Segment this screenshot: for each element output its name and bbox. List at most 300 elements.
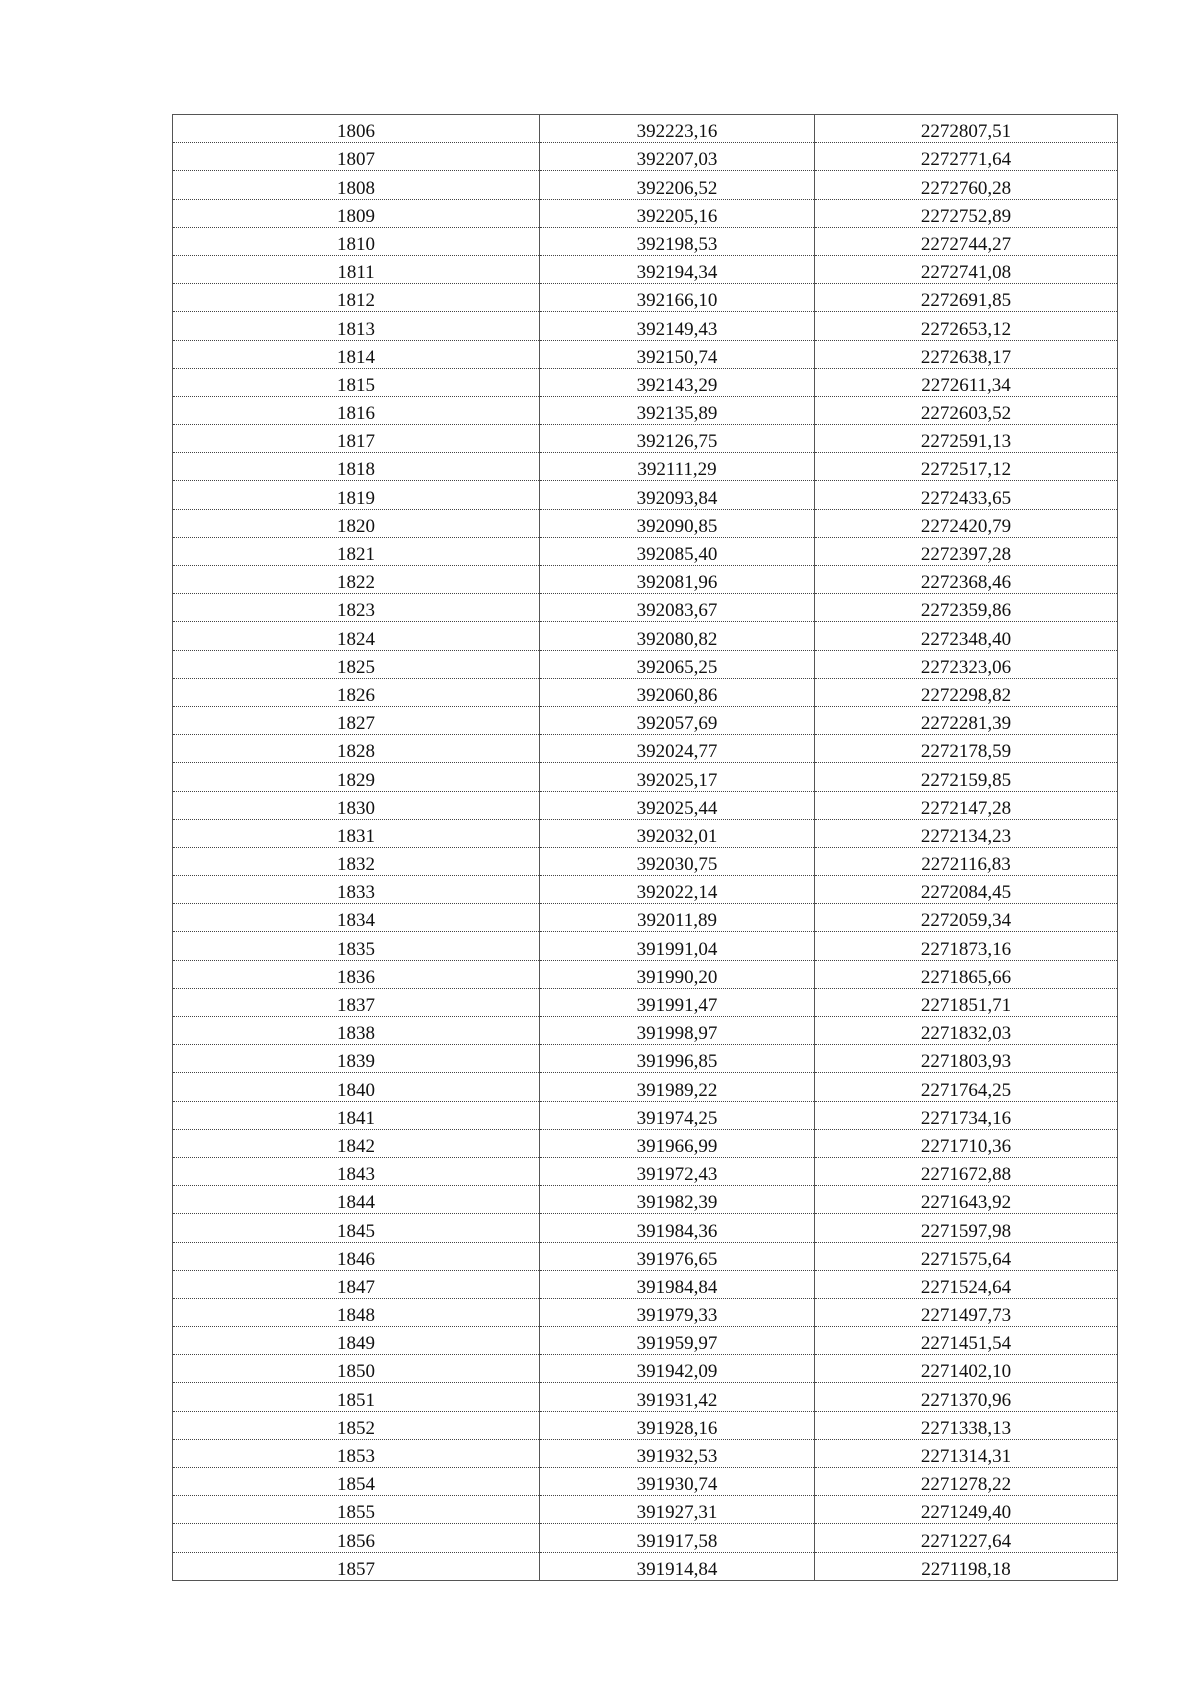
table-row bbox=[173, 1214, 1118, 1242]
x-coordinate-cell bbox=[540, 791, 815, 819]
cell-text: 2272134,23 bbox=[920, 825, 1012, 847]
cell-text: 1808 bbox=[337, 177, 375, 199]
point-number-cell bbox=[173, 904, 540, 932]
point-number-cell bbox=[173, 481, 540, 509]
table-row bbox=[173, 1186, 1118, 1214]
cell-text: 1806 bbox=[337, 121, 375, 143]
cell-text: 2272771,64 bbox=[920, 149, 1012, 171]
cell-text: 2271672,88 bbox=[920, 1164, 1012, 1186]
cell-text: 1831 bbox=[337, 825, 375, 847]
cell-text: 391959,97 bbox=[636, 1333, 718, 1355]
point-number-cell bbox=[173, 1101, 540, 1129]
y-coordinate-cell bbox=[815, 847, 1118, 875]
x-coordinate-cell bbox=[540, 1073, 815, 1101]
table-row bbox=[173, 1355, 1118, 1383]
table-row bbox=[173, 1129, 1118, 1157]
y-coordinate-cell bbox=[815, 763, 1118, 791]
y-coordinate-cell bbox=[815, 904, 1118, 932]
cell-text: 391972,43 bbox=[636, 1164, 718, 1186]
point-number-cell bbox=[173, 396, 540, 424]
point-number-cell bbox=[173, 171, 540, 199]
cell-text: 1840 bbox=[337, 1079, 375, 1101]
cell-text: 391914,84 bbox=[636, 1558, 718, 1580]
cell-text: 392025,44 bbox=[636, 797, 718, 819]
table-row bbox=[173, 904, 1118, 932]
y-coordinate-cell bbox=[815, 425, 1118, 453]
x-coordinate-cell bbox=[540, 566, 815, 594]
y-coordinate-cell bbox=[815, 481, 1118, 509]
cell-text: 1856 bbox=[337, 1530, 375, 1552]
y-coordinate-cell bbox=[815, 1101, 1118, 1129]
cell-text: 1842 bbox=[337, 1135, 375, 1157]
y-coordinate-cell bbox=[815, 566, 1118, 594]
point-number-cell bbox=[173, 1270, 540, 1298]
x-coordinate-cell bbox=[540, 706, 815, 734]
cell-text: 2272178,59 bbox=[920, 741, 1012, 763]
cell-text: 1825 bbox=[337, 656, 375, 678]
point-number-cell bbox=[173, 847, 540, 875]
point-number-cell bbox=[173, 368, 540, 396]
cell-text: 1821 bbox=[337, 544, 375, 565]
cell-text: 391998,97 bbox=[636, 1023, 718, 1045]
cell-text: 391996,85 bbox=[636, 1051, 718, 1073]
y-coordinate-cell bbox=[815, 171, 1118, 199]
cell-text: 2271597,98 bbox=[920, 1220, 1012, 1242]
cell-text: 392011,89 bbox=[636, 910, 718, 932]
x-coordinate-cell bbox=[540, 227, 815, 255]
cell-text: 392081,96 bbox=[636, 572, 718, 594]
x-coordinate-cell bbox=[540, 988, 815, 1016]
cell-text: 1854 bbox=[337, 1474, 375, 1496]
y-coordinate-cell bbox=[815, 819, 1118, 847]
coordinates-table-body bbox=[173, 115, 1118, 1581]
table-row bbox=[173, 594, 1118, 622]
point-number-cell bbox=[173, 1242, 540, 1270]
cell-text: 1811 bbox=[337, 262, 375, 284]
cell-text: 1857 bbox=[337, 1558, 375, 1580]
point-number-cell bbox=[173, 1298, 540, 1326]
x-coordinate-cell bbox=[540, 622, 815, 650]
point-number-cell bbox=[173, 622, 540, 650]
cell-text: 2272147,28 bbox=[920, 797, 1012, 819]
cell-text: 392143,29 bbox=[636, 374, 718, 396]
y-coordinate-cell bbox=[815, 622, 1118, 650]
cell-text: 392057,69 bbox=[636, 713, 718, 735]
cell-text: 2271278,22 bbox=[920, 1474, 1012, 1496]
x-coordinate-cell bbox=[540, 1017, 815, 1045]
table-row bbox=[173, 1496, 1118, 1524]
cell-text: 2272084,45 bbox=[920, 882, 1012, 904]
table-row bbox=[173, 932, 1118, 960]
cell-text: 2271338,13 bbox=[920, 1417, 1012, 1439]
y-coordinate-cell bbox=[815, 340, 1118, 368]
cell-text: 392032,01 bbox=[636, 825, 718, 847]
table-row bbox=[173, 115, 1118, 143]
cell-text: 2272323,06 bbox=[920, 656, 1012, 678]
table-row bbox=[173, 199, 1118, 227]
point-number-cell bbox=[173, 566, 540, 594]
cell-text: 391942,09 bbox=[636, 1361, 718, 1383]
cell-text: 2272611,34 bbox=[921, 374, 1011, 396]
point-number-cell bbox=[173, 1355, 540, 1383]
cell-text: 1820 bbox=[337, 515, 375, 537]
x-coordinate-cell bbox=[540, 143, 815, 171]
point-number-cell bbox=[173, 1327, 540, 1355]
cell-text: 2271524,64 bbox=[920, 1276, 1012, 1298]
cell-text: 2272348,40 bbox=[920, 628, 1012, 650]
cell-text: 2271710,36 bbox=[920, 1135, 1012, 1157]
cell-text: 2272603,52 bbox=[920, 403, 1012, 425]
x-coordinate-cell bbox=[540, 199, 815, 227]
x-coordinate-cell bbox=[540, 1383, 815, 1411]
cell-text: 2272760,28 bbox=[920, 177, 1012, 199]
x-coordinate-cell bbox=[540, 735, 815, 763]
x-coordinate-cell bbox=[540, 312, 815, 340]
x-coordinate-cell bbox=[540, 678, 815, 706]
cell-text: 391966,99 bbox=[636, 1135, 718, 1157]
cell-text: 1833 bbox=[337, 882, 375, 904]
table-row bbox=[173, 678, 1118, 706]
cell-text: 391990,20 bbox=[636, 966, 718, 988]
cell-text: 1839 bbox=[337, 1051, 375, 1073]
x-coordinate-cell bbox=[540, 1045, 815, 1073]
cell-text: 2272281,39 bbox=[920, 713, 1012, 735]
x-coordinate-cell bbox=[540, 1355, 815, 1383]
point-number-cell bbox=[173, 1157, 540, 1185]
y-coordinate-cell bbox=[815, 396, 1118, 424]
y-coordinate-cell bbox=[815, 1186, 1118, 1214]
cell-text: 2271734,16 bbox=[920, 1107, 1012, 1129]
cell-text: 391976,65 bbox=[636, 1248, 718, 1270]
table-row bbox=[173, 622, 1118, 650]
point-number-cell bbox=[173, 650, 540, 678]
cell-text: 392205,16 bbox=[636, 205, 718, 227]
table-row bbox=[173, 453, 1118, 481]
cell-text: 392126,75 bbox=[636, 431, 718, 453]
cell-text: 1827 bbox=[337, 713, 375, 735]
point-number-cell bbox=[173, 706, 540, 734]
x-coordinate-cell bbox=[540, 1411, 815, 1439]
cell-text: 2271851,71 bbox=[920, 995, 1012, 1016]
y-coordinate-cell bbox=[815, 1327, 1118, 1355]
x-coordinate-cell bbox=[540, 763, 815, 791]
point-number-cell bbox=[173, 115, 540, 143]
cell-text: 2271865,66 bbox=[920, 966, 1012, 988]
y-coordinate-cell bbox=[815, 368, 1118, 396]
table-row bbox=[173, 735, 1118, 763]
y-coordinate-cell bbox=[815, 1129, 1118, 1157]
cell-text: 2272638,17 bbox=[920, 346, 1012, 368]
point-number-cell bbox=[173, 735, 540, 763]
cell-text: 391931,42 bbox=[636, 1389, 718, 1411]
point-number-cell bbox=[173, 312, 540, 340]
x-coordinate-cell bbox=[540, 1552, 815, 1580]
table-row bbox=[173, 1073, 1118, 1101]
table-row bbox=[173, 227, 1118, 255]
cell-text: 392135,89 bbox=[636, 403, 718, 425]
cell-text: 1851 bbox=[337, 1389, 375, 1411]
cell-text: 1812 bbox=[337, 290, 375, 312]
cell-text: 1853 bbox=[337, 1446, 375, 1467]
x-coordinate-cell bbox=[540, 171, 815, 199]
x-coordinate-cell bbox=[540, 1101, 815, 1129]
point-number-cell bbox=[173, 340, 540, 368]
cell-text: 2271370,96 bbox=[920, 1389, 1012, 1411]
x-coordinate-cell bbox=[540, 1524, 815, 1552]
cell-text: 1813 bbox=[337, 318, 375, 340]
y-coordinate-cell bbox=[815, 312, 1118, 340]
cell-text: 1850 bbox=[337, 1361, 375, 1383]
y-coordinate-cell bbox=[815, 876, 1118, 904]
table-row bbox=[173, 368, 1118, 396]
table-row bbox=[173, 1045, 1118, 1073]
table-row bbox=[173, 791, 1118, 819]
y-coordinate-cell bbox=[815, 453, 1118, 481]
table-row bbox=[173, 284, 1118, 312]
cell-text: 1836 bbox=[337, 966, 375, 988]
cell-text: 1828 bbox=[337, 741, 375, 763]
table-row bbox=[173, 312, 1118, 340]
y-coordinate-cell bbox=[815, 1157, 1118, 1185]
cell-text: 2271198,18 bbox=[921, 1558, 1011, 1580]
cell-text: 2271497,73 bbox=[920, 1305, 1012, 1327]
table-row bbox=[173, 1411, 1118, 1439]
point-number-cell bbox=[173, 678, 540, 706]
cell-text: 1826 bbox=[337, 684, 375, 706]
x-coordinate-cell bbox=[540, 932, 815, 960]
cell-text: 1847 bbox=[337, 1276, 375, 1298]
table-row bbox=[173, 1242, 1118, 1270]
y-coordinate-cell bbox=[815, 1073, 1118, 1101]
cell-text: 2272433,65 bbox=[920, 487, 1012, 509]
cell-text: 2272741,08 bbox=[920, 262, 1012, 284]
table-row bbox=[173, 650, 1118, 678]
cell-text: 392149,43 bbox=[636, 318, 718, 340]
y-coordinate-cell bbox=[815, 255, 1118, 283]
table-row bbox=[173, 1439, 1118, 1467]
x-coordinate-cell bbox=[540, 1270, 815, 1298]
cell-text: 2272653,12 bbox=[920, 318, 1012, 340]
x-coordinate-cell bbox=[540, 284, 815, 312]
cell-text: 1852 bbox=[337, 1417, 375, 1439]
cell-text: 392206,52 bbox=[636, 177, 718, 199]
cell-text: 391930,74 bbox=[636, 1474, 718, 1496]
cell-text: 1822 bbox=[337, 572, 375, 594]
table-row bbox=[173, 255, 1118, 283]
table-row bbox=[173, 1270, 1118, 1298]
x-coordinate-cell bbox=[540, 255, 815, 283]
cell-text: 1832 bbox=[337, 854, 375, 876]
cell-text: 1807 bbox=[337, 149, 375, 171]
y-coordinate-cell bbox=[815, 706, 1118, 734]
cell-text: 2271402,10 bbox=[920, 1361, 1012, 1383]
cell-text: 391979,33 bbox=[636, 1305, 718, 1327]
cell-text: 1815 bbox=[337, 374, 375, 396]
point-number-cell bbox=[173, 1439, 540, 1467]
table-row bbox=[173, 763, 1118, 791]
cell-text: 2272298,82 bbox=[920, 684, 1012, 706]
table-row bbox=[173, 537, 1118, 565]
point-number-cell bbox=[173, 1552, 540, 1580]
x-coordinate-cell bbox=[540, 1157, 815, 1185]
cell-text: 2271803,93 bbox=[920, 1051, 1012, 1073]
cell-text: 392198,53 bbox=[636, 233, 718, 255]
y-coordinate-cell bbox=[815, 735, 1118, 763]
cell-text: 2272420,79 bbox=[920, 515, 1012, 537]
table-row bbox=[173, 876, 1118, 904]
cell-text: 2271832,03 bbox=[920, 1023, 1012, 1045]
y-coordinate-cell bbox=[815, 537, 1118, 565]
cell-text: 392093,84 bbox=[636, 487, 718, 509]
cell-text: 392090,85 bbox=[636, 515, 718, 537]
y-coordinate-cell bbox=[815, 1298, 1118, 1326]
x-coordinate-cell bbox=[540, 594, 815, 622]
cell-text: 1841 bbox=[337, 1107, 375, 1129]
y-coordinate-cell bbox=[815, 932, 1118, 960]
cell-text: 1819 bbox=[337, 487, 375, 509]
cell-text: 1809 bbox=[337, 205, 375, 227]
cell-text: 2272368,46 bbox=[920, 572, 1012, 594]
point-number-cell bbox=[173, 509, 540, 537]
x-coordinate-cell bbox=[540, 1298, 815, 1326]
point-number-cell bbox=[173, 1411, 540, 1439]
point-number-cell bbox=[173, 791, 540, 819]
point-number-cell bbox=[173, 932, 540, 960]
table-row bbox=[173, 1017, 1118, 1045]
cell-text: 1845 bbox=[337, 1220, 375, 1242]
cell-text: 1834 bbox=[337, 910, 375, 932]
table-row bbox=[173, 509, 1118, 537]
point-number-cell bbox=[173, 284, 540, 312]
cell-text: 1817 bbox=[337, 431, 375, 453]
cell-text: 2272807,51 bbox=[920, 121, 1012, 143]
cell-text: 2271764,25 bbox=[920, 1079, 1012, 1101]
x-coordinate-cell bbox=[540, 1496, 815, 1524]
cell-text: 2271873,16 bbox=[920, 938, 1012, 960]
table-row bbox=[173, 396, 1118, 424]
y-coordinate-cell bbox=[815, 509, 1118, 537]
cell-text: 392022,14 bbox=[636, 882, 718, 904]
point-number-cell bbox=[173, 1496, 540, 1524]
cell-text: 391927,31 bbox=[636, 1502, 718, 1524]
x-coordinate-cell bbox=[540, 1468, 815, 1496]
y-coordinate-cell bbox=[815, 650, 1118, 678]
x-coordinate-cell bbox=[540, 340, 815, 368]
y-coordinate-cell bbox=[815, 678, 1118, 706]
cell-text: 2271575,64 bbox=[920, 1248, 1012, 1270]
cell-text: 1855 bbox=[337, 1502, 375, 1524]
table-row bbox=[173, 1552, 1118, 1580]
y-coordinate-cell bbox=[815, 1355, 1118, 1383]
y-coordinate-cell bbox=[815, 791, 1118, 819]
cell-text: 2272691,85 bbox=[920, 290, 1012, 312]
cell-text: 1816 bbox=[337, 403, 375, 425]
table-row bbox=[173, 706, 1118, 734]
point-number-cell bbox=[173, 255, 540, 283]
cell-text: 2272116,83 bbox=[921, 854, 1011, 876]
cell-text: 1810 bbox=[337, 233, 375, 255]
table-row bbox=[173, 1383, 1118, 1411]
cell-text: 1849 bbox=[337, 1333, 375, 1355]
x-coordinate-cell bbox=[540, 1186, 815, 1214]
x-coordinate-cell bbox=[540, 115, 815, 143]
y-coordinate-cell bbox=[815, 1439, 1118, 1467]
table-row bbox=[173, 340, 1118, 368]
cell-text: 392150,74 bbox=[636, 346, 718, 368]
table-row bbox=[173, 566, 1118, 594]
cell-text: 2272159,85 bbox=[920, 769, 1012, 791]
x-coordinate-cell bbox=[540, 847, 815, 875]
cell-text: 392025,17 bbox=[636, 769, 718, 791]
point-number-cell bbox=[173, 594, 540, 622]
y-coordinate-cell bbox=[815, 227, 1118, 255]
cell-text: 392166,10 bbox=[636, 290, 718, 312]
point-number-cell bbox=[173, 199, 540, 227]
cell-text: 1838 bbox=[337, 1023, 375, 1045]
table-row bbox=[173, 1524, 1118, 1552]
cell-text: 392060,86 bbox=[636, 684, 718, 706]
point-number-cell bbox=[173, 1073, 540, 1101]
x-coordinate-cell bbox=[540, 1242, 815, 1270]
coordinates-table bbox=[172, 114, 1118, 1581]
cell-text: 391928,16 bbox=[636, 1417, 718, 1439]
x-coordinate-cell bbox=[540, 509, 815, 537]
x-coordinate-cell bbox=[540, 537, 815, 565]
point-number-cell bbox=[173, 988, 540, 1016]
table-row bbox=[173, 425, 1118, 453]
cell-text: 2272752,89 bbox=[920, 205, 1012, 227]
table-row bbox=[173, 960, 1118, 988]
cell-text: 391974,25 bbox=[636, 1107, 718, 1129]
table-row bbox=[173, 1157, 1118, 1185]
y-coordinate-cell bbox=[815, 199, 1118, 227]
cell-text: 1824 bbox=[337, 628, 375, 650]
y-coordinate-cell bbox=[815, 1411, 1118, 1439]
table-row bbox=[173, 1101, 1118, 1129]
y-coordinate-cell bbox=[815, 115, 1118, 143]
cell-text: 391989,22 bbox=[636, 1079, 718, 1101]
y-coordinate-cell bbox=[815, 1524, 1118, 1552]
point-number-cell bbox=[173, 227, 540, 255]
cell-text: 392085,40 bbox=[636, 544, 718, 565]
y-coordinate-cell bbox=[815, 284, 1118, 312]
y-coordinate-cell bbox=[815, 1468, 1118, 1496]
cell-text: 392083,67 bbox=[636, 600, 718, 622]
cell-text: 391932,53 bbox=[636, 1446, 718, 1467]
point-number-cell bbox=[173, 143, 540, 171]
table-row bbox=[173, 847, 1118, 875]
x-coordinate-cell bbox=[540, 1129, 815, 1157]
x-coordinate-cell bbox=[540, 876, 815, 904]
cell-text: 2272517,12 bbox=[920, 459, 1012, 481]
point-number-cell bbox=[173, 1186, 540, 1214]
y-coordinate-cell bbox=[815, 1496, 1118, 1524]
x-coordinate-cell bbox=[540, 481, 815, 509]
point-number-cell bbox=[173, 960, 540, 988]
table-row bbox=[173, 143, 1118, 171]
cell-text: 1830 bbox=[337, 797, 375, 819]
y-coordinate-cell bbox=[815, 960, 1118, 988]
table-row bbox=[173, 988, 1118, 1016]
x-coordinate-cell bbox=[540, 1327, 815, 1355]
x-coordinate-cell bbox=[540, 650, 815, 678]
cell-text: 1823 bbox=[337, 600, 375, 622]
cell-text: 392065,25 bbox=[636, 656, 718, 678]
cell-text: 391982,39 bbox=[636, 1192, 718, 1214]
cell-text: 2271643,92 bbox=[920, 1192, 1012, 1214]
y-coordinate-cell bbox=[815, 143, 1118, 171]
y-coordinate-cell bbox=[815, 1214, 1118, 1242]
